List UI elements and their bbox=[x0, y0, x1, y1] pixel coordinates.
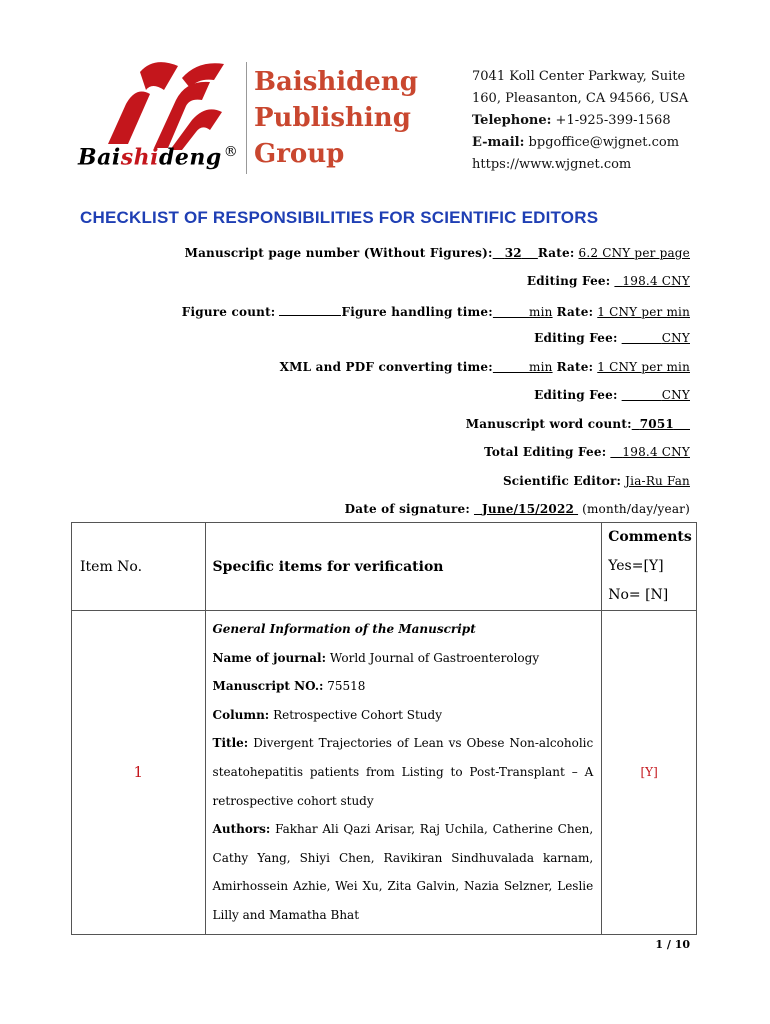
email-line: E-mail: bpgoffice@wjgnet.com bbox=[472, 135, 680, 150]
editing-fee-value-1: 198.4 CNY bbox=[622, 274, 690, 288]
figure-count-field bbox=[279, 303, 341, 316]
date-format: (month/day/year) bbox=[582, 502, 690, 516]
date-row: Date of signature: June/15/2022 (month/day/year) bbox=[344, 502, 690, 516]
publisher-logo bbox=[78, 60, 248, 175]
logo-wordmark: Baishideng ® bbox=[78, 144, 239, 171]
journal-line: Name of journal: World Journal of Gastroenterology bbox=[212, 650, 540, 665]
general-info-cell bbox=[205, 611, 602, 935]
column-line: Column: Retrospective Cohort Study bbox=[212, 707, 442, 722]
editor-row: Scientific Editor: Jia-Ru Fan bbox=[502, 474, 690, 488]
address-line-2: 160, Pleasanton, CA 94566, USA bbox=[472, 91, 689, 106]
contact-block bbox=[472, 66, 688, 176]
brand-line-2: Publishing bbox=[254, 103, 411, 133]
editing-fee-value-2: CNY bbox=[661, 331, 690, 345]
page-number: 1 / 10 bbox=[655, 938, 690, 951]
total-fee-value: 198.4 CNY bbox=[622, 445, 690, 459]
journal-value: World Journal of Gastroenterology bbox=[329, 650, 540, 665]
brand-line-3: Group bbox=[254, 139, 345, 169]
email-link[interactable]: bpgoffice@wjgnet.com bbox=[528, 135, 680, 150]
title-value: Divergent Trajectories of Lean vs Obese Non-alcoholic steatohepatitis patients from Listing to Post-Transplant – A retrospective cohort study bbox=[212, 736, 594, 808]
page-title: CHECKLIST OF RESPONSIBILITIES FOR SCIENTIFIC EDITORS bbox=[80, 208, 599, 227]
page-rate-value: 6.2 CNY per page bbox=[578, 246, 690, 260]
page-number-value: 32 bbox=[504, 246, 522, 260]
total-fee-row: Total Editing Fee: 198.4 CNY bbox=[484, 445, 690, 459]
section-heading: General Information of the Manuscript bbox=[212, 622, 476, 636]
column-value: Retrospective Cohort Study bbox=[273, 707, 442, 722]
table-row bbox=[72, 611, 697, 935]
title-line: Title: Divergent Trajectories of Lean vs Obese Non-alcoholic steatohepatitis patients from Listing to Post-Transplant – A retrospective cohort study bbox=[212, 736, 594, 808]
xml-rate-value: 1 CNY per min bbox=[597, 360, 690, 374]
table-header-row bbox=[72, 523, 697, 611]
logo-divider bbox=[246, 62, 247, 174]
col-comments-header bbox=[602, 523, 697, 611]
figure-time-field: min bbox=[529, 305, 553, 319]
manuscript-no-value: 75518 bbox=[327, 679, 366, 694]
editing-fee-row-2: Editing Fee: CNY bbox=[534, 331, 690, 345]
manuscript-no-line: Manuscript NO.: 75518 bbox=[212, 679, 366, 694]
figure-rate-value: 1 CNY per min bbox=[597, 305, 690, 319]
word-count-row: Manuscript word count: 7051 bbox=[466, 417, 690, 431]
authors-line: Authors: Fakhar Ali Qazi Arisar, Raj Uchila, Catherine Chen, Cathy Yang, Shiyi Chen, Ravikiran Sindhuvalada karnam, Amirhossein Azhie, Wei Xu, Zita Galvin, Nazia Selzner, Leslie Lilly and Mamatha Bhat bbox=[212, 822, 594, 922]
letterhead bbox=[0, 0, 770, 190]
publisher-name bbox=[254, 64, 418, 172]
col-spec-header: Specific items for verification bbox=[205, 523, 602, 611]
word-count-value: 7051 bbox=[639, 417, 674, 431]
item-number: 1 bbox=[72, 611, 206, 935]
address-line-1: 7041 Koll Center Parkway, Suite bbox=[472, 69, 686, 84]
editing-fee-row-3: Editing Fee: CNY bbox=[534, 388, 690, 402]
editing-fee-value-3: CNY bbox=[661, 388, 690, 402]
answer-cell: [Y] bbox=[602, 611, 697, 935]
no-legend: No= [N] bbox=[608, 587, 669, 603]
comments-label: Comments bbox=[608, 529, 692, 545]
xml-time-field: min bbox=[529, 360, 553, 374]
editor-value: Jia-Ru Fan bbox=[625, 474, 690, 488]
page-number-row: Manuscript page number (Without Figures): 32 Rate: 6.2 CNY per page bbox=[184, 246, 690, 260]
col-item-header: Item No. bbox=[72, 523, 206, 611]
figure-row: Figure count: Figure handling time: min Rate: 1 CNY per min bbox=[181, 305, 690, 319]
authors-value: Fakhar Ali Qazi Arisar, Raj Uchila, Catherine Chen, Cathy Yang, Shiyi Chen, Ravikiran Sindhuvalada karnam, Amirhossein Azhie, Wei Xu, Zita Galvin, Nazia Selzner, Leslie Lilly and Mamatha Bhat bbox=[212, 822, 594, 922]
website-link[interactable]: https://www.wjgnet.com bbox=[472, 157, 632, 172]
brand-line-1: Baishideng bbox=[254, 67, 418, 97]
yes-legend: Yes=[Y] bbox=[608, 558, 664, 574]
telephone-line: Telephone: +1-925-399-1568 bbox=[472, 113, 671, 128]
bs-logo-icon bbox=[106, 60, 224, 150]
telephone-value: +1-925-399-1568 bbox=[555, 113, 671, 128]
xml-row: XML and PDF converting time: min Rate: 1 CNY per min bbox=[279, 360, 690, 374]
date-value: June/15/2022 bbox=[482, 502, 575, 516]
editing-fee-row-1: Editing Fee: 198.4 CNY bbox=[526, 274, 690, 288]
verification-table bbox=[71, 522, 697, 935]
